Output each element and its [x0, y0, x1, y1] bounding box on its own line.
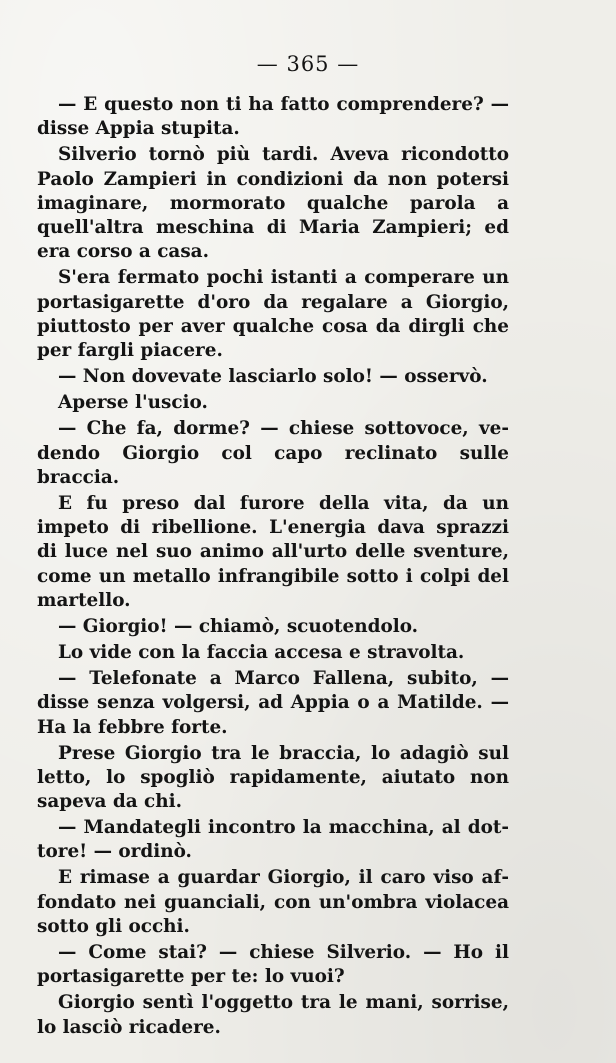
paragraph: Lo vide con la faccia accesa e stravolta. [58, 642, 465, 664]
paragraph: E rimase a guardar Giorgio, il caro viso affondato nei guanciali, con un'ombra violacea sotto gli occhi. [37, 867, 509, 938]
paragraph: Silverio tornò più tardi. Aveva ricondotto Paolo Zampieri in condizioni da non potersi imaginare, mormorato qualche parola a quell'altra meschina di Maria Zampieri; ed era corso a casa. [37, 144, 509, 263]
page-number: — 365 — [256, 52, 360, 76]
paragraph: Prese Giorgio tra le braccia, lo adagiò sul letto, lo spogliò rapidamente, aiutato non sapeva da chi. [37, 742, 509, 813]
paragraph: S'era fermato pochi istanti a comperare un portasigarette d'oro da regalare a Giorgio, piuttosto per aver qualche cosa da dirgli che per fargli piacere. [37, 267, 509, 362]
paragraph: — Mandategli incontro la macchina, al dottore! — ordinò. [37, 817, 509, 863]
paragraph: — Telefonate a Marco Fallena, subito, — disse senza volgersi, ad Appia o a Matilde. — Ha la febbre forte. [37, 668, 509, 738]
paragraph: — Giorgio! — chiamò, scuotendolo. [58, 616, 419, 638]
paragraph: E fu preso dal furore della vita, da un impeto di ribellione. L'energia dava sprazzi di luce nel suo animo all'urto delle sventure, come un metallo infrangibile sotto i colpi del martello. [37, 492, 509, 612]
body-text [37, 93, 509, 1042]
paragraph: — E questo non ti ha fatto comprendere? — disse Appia stupita. [37, 94, 509, 140]
paragraph: Aperse l'uscio. [58, 392, 208, 414]
paragraph: — Non dovevate lasciarlo solo! — osservò. [58, 366, 488, 388]
paragraph: — Che fa, dorme? — chiese sottovoce, vedendo Giorgio col capo reclinato sulle braccia. [37, 418, 509, 488]
paragraph: — Come stai? — chiese Silverio. — Ho il portasigarette per te: lo vuoi? [37, 942, 509, 988]
paragraph: Giorgio sentì l'oggetto tra le mani, sorrise, lo lasciò ricadere. [37, 992, 509, 1038]
